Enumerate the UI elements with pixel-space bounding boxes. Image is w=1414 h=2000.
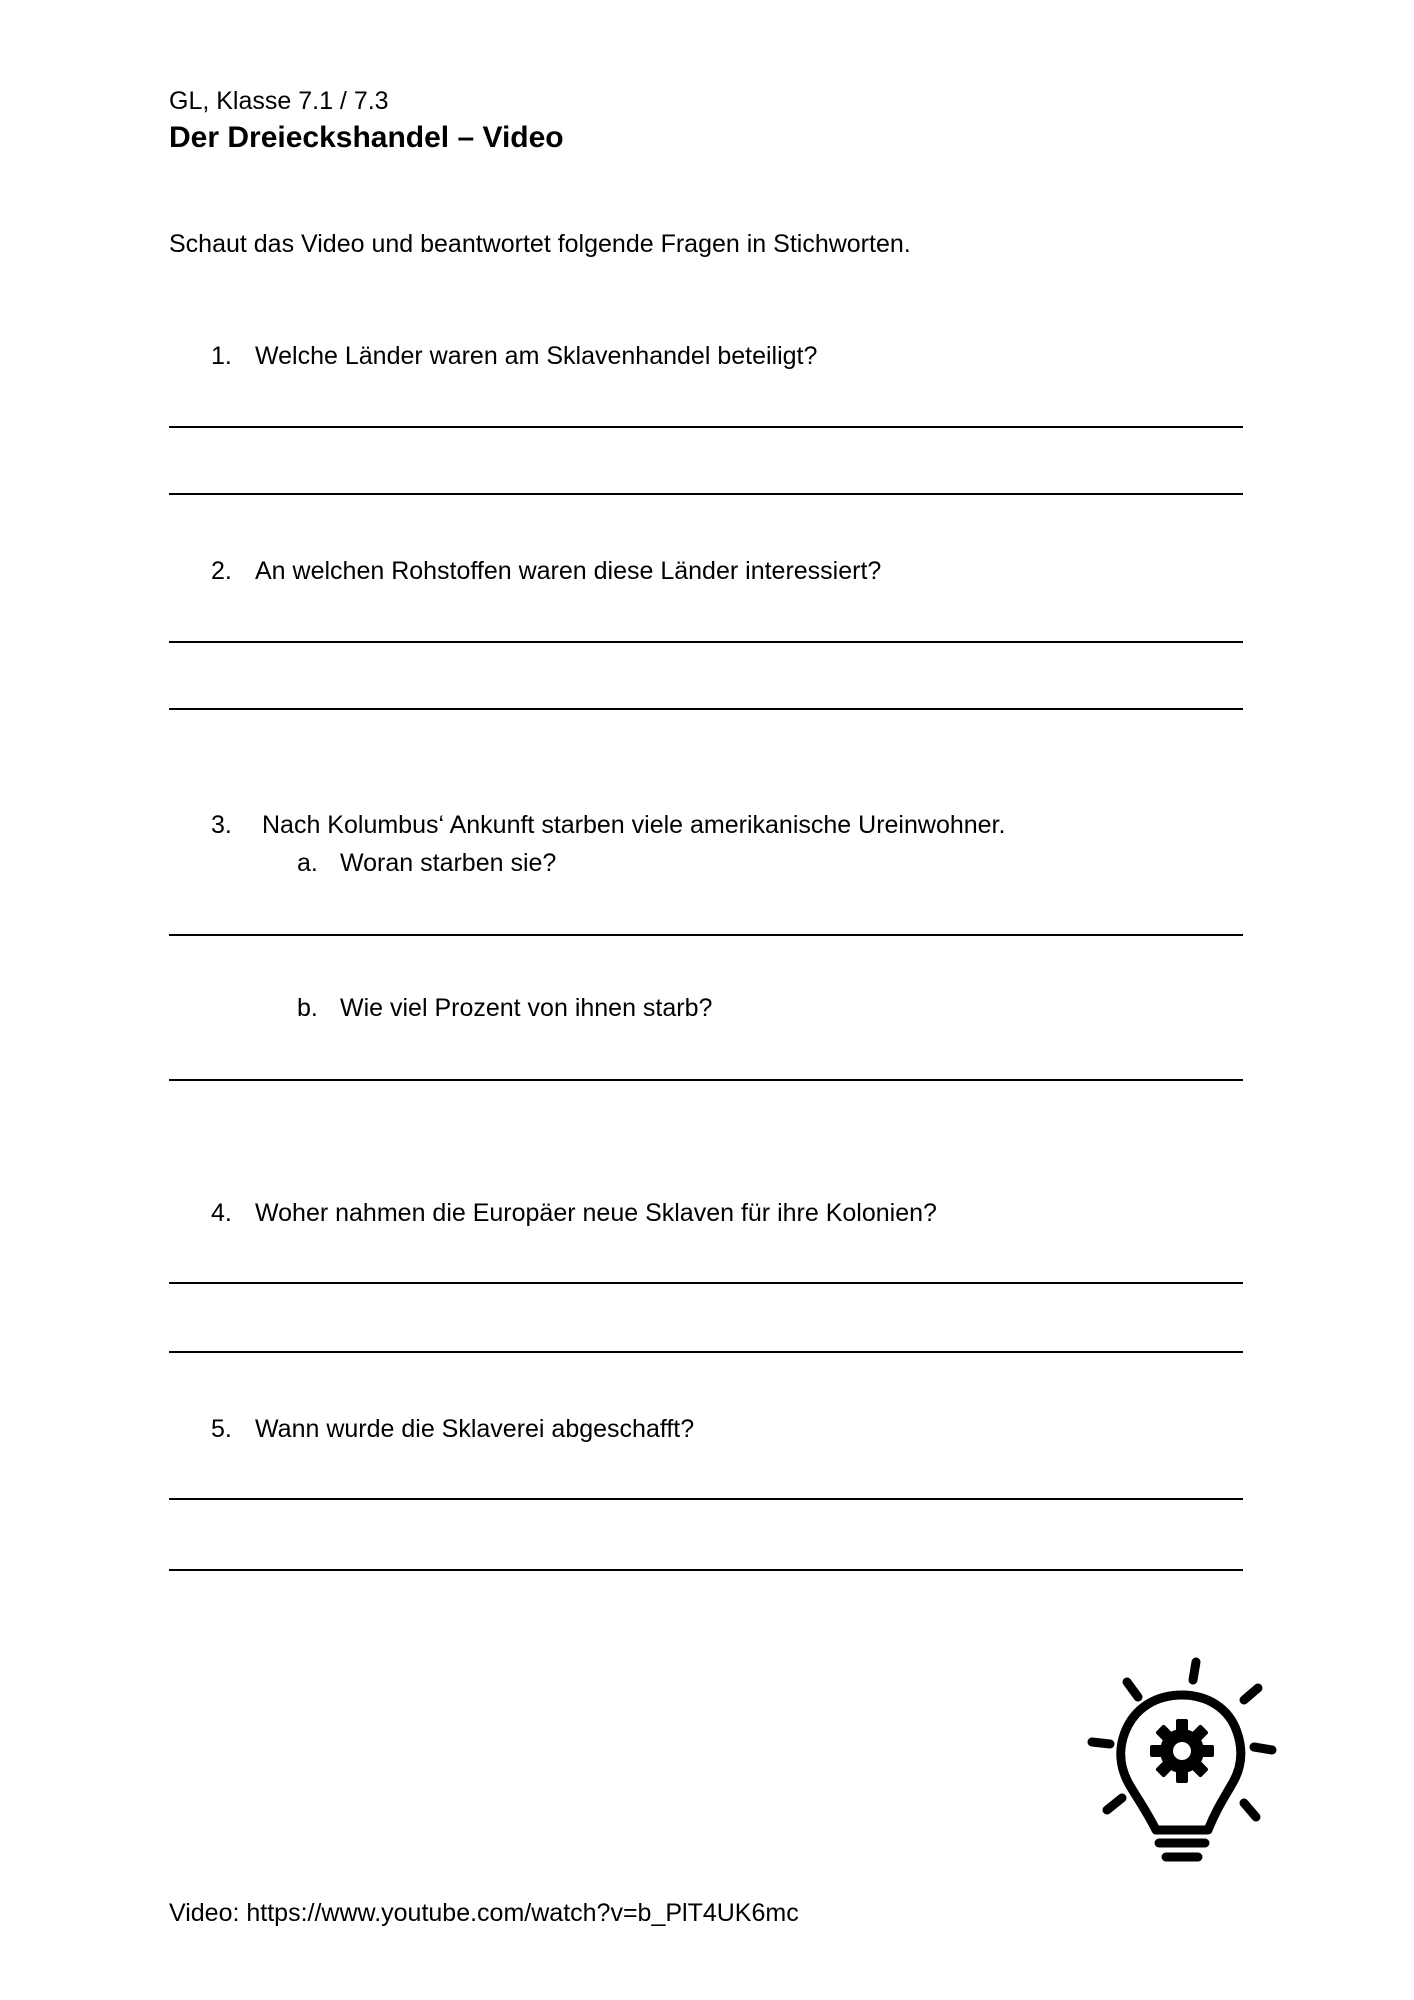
question-number: 3. — [211, 811, 232, 839]
answer-line[interactable] — [169, 1079, 1243, 1081]
question-number: 5. — [211, 1415, 232, 1443]
subquestion-text: Woran starben sie? — [340, 849, 557, 877]
question-text: Nach Kolumbus‘ Ankunft starben viele amerikanische Ureinwohner. — [262, 811, 1006, 839]
question-number: 2. — [211, 557, 232, 585]
question-text: An welchen Rohstoffen waren diese Länder interessiert? — [255, 557, 882, 585]
course-label: GL, Klasse 7.1 / 7.3 — [169, 87, 389, 115]
answer-line[interactable] — [169, 426, 1243, 428]
answer-line[interactable] — [169, 641, 1243, 643]
question-text: Wann wurde die Sklaverei abgeschafft? — [255, 1415, 695, 1443]
subquestion-letter: b. — [297, 994, 318, 1022]
question-text: Welche Länder waren am Sklavenhandel beteiligt? — [255, 342, 818, 370]
question-text: Woher nahmen die Europäer neue Sklaven für ihre Kolonien? — [255, 1199, 937, 1227]
subquestion-letter: a. — [297, 849, 318, 877]
video-link[interactable]: Video: https://www.youtube.com/watch?v=b_PlT4UK6mc — [169, 1899, 799, 1927]
answer-line[interactable] — [169, 493, 1243, 495]
answer-line[interactable] — [169, 1282, 1243, 1284]
answer-line[interactable] — [169, 1351, 1243, 1353]
instruction-text: Schaut das Video und beantwortet folgende Fragen in Stichworten. — [169, 230, 911, 258]
subquestion-text: Wie viel Prozent von ihnen starb? — [340, 994, 713, 1022]
answer-line[interactable] — [169, 1569, 1243, 1571]
question-number: 4. — [211, 1199, 232, 1227]
worksheet-title: Der Dreieckshandel – Video — [169, 121, 564, 154]
answer-line[interactable] — [169, 708, 1243, 710]
answer-line[interactable] — [169, 934, 1243, 936]
lightbulb-gear-icon — [1082, 1652, 1282, 1872]
answer-line[interactable] — [169, 1498, 1243, 1500]
question-number: 1. — [211, 342, 232, 370]
